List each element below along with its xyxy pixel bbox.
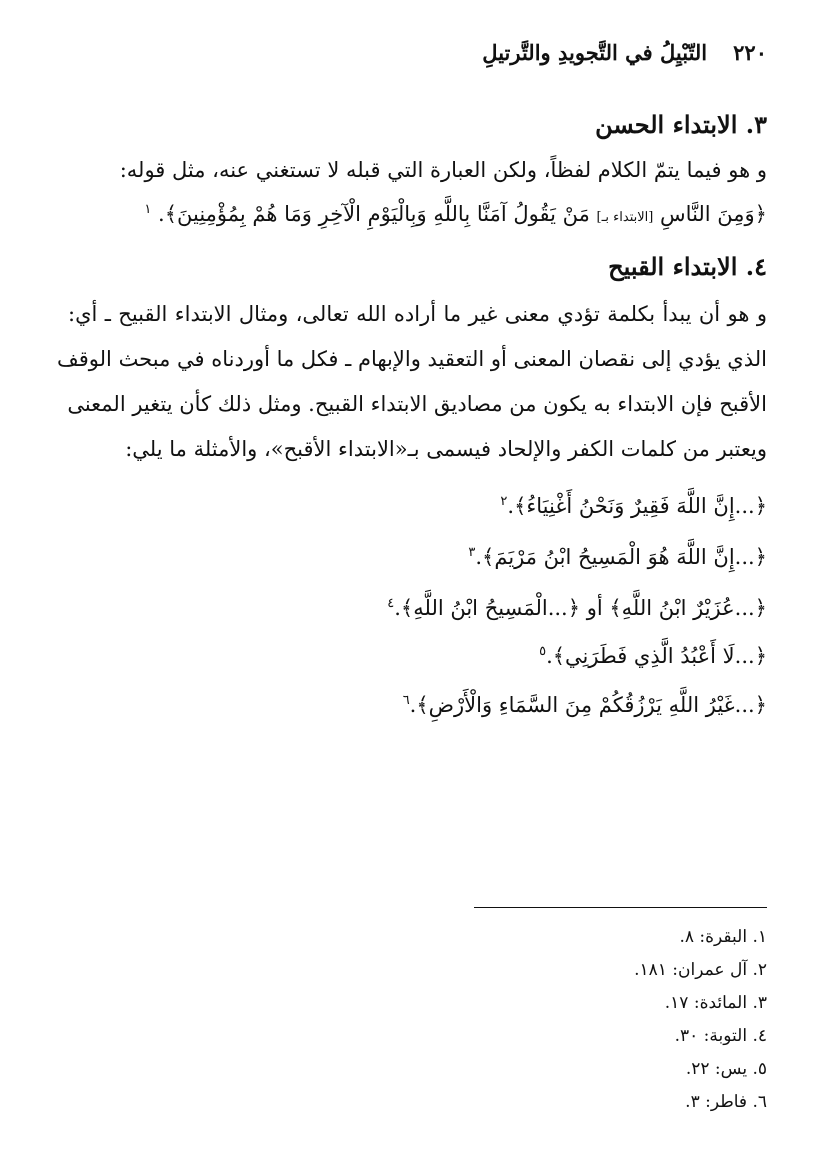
section-3-verse [144,202,767,226]
example-verse-text: ﴿...عُزَيْرٌ ابْنُ اللَّهِ﴾ أو ﴿...الْمَسِيحُ ابْنُ اللَّهِ﴾. [394,596,767,620]
example-verse [468,545,767,569]
footnote: ٥. يس: ٢٢. [685,1059,767,1079]
footnote-ref: ١ [144,202,152,217]
running-header [482,40,767,65]
footnote-ref: ٦ [402,693,410,708]
section-3-text: و هو فيما يتمّ الكلام لفظاً، ولكن العبارة التي قبله لا تستغني عنه، مثل قوله: [119,158,767,182]
example-verse-text: ﴿...لَا أَعْبُدُ الَّذِي فَطَرَنِي﴾. [546,644,767,668]
footnote: ٢. آل عمران: ١٨١. [634,960,767,980]
verse-inline-note: [الابتداء بـ] [596,210,654,225]
section-4-line: ويعتبر من كلمات الكفر والإلحاد فيسمى بـ«الابتداء الأقبح»، والأمثلة ما يلي: [125,437,767,461]
section-3-heading: ٣. الابتداء الحسن [595,110,767,139]
page-number: ٢٢٠ [733,40,767,65]
section-4-line: الذي يؤدي إلى نقصان المعنى أو التعقيد والإبهام ـ فكل ما أوردناه في مبحث الوقف [57,347,767,371]
verse-part-1: ﴿وَمِنَ النَّاسِ [660,202,767,226]
footnote-divider [474,907,767,908]
section-4-line: و هو أن يبدأ بكلمة تؤدي معنى غير ما أراده الله تعالى، ومثال الابتداء القبيح ـ أي: [68,302,767,326]
example-verse [500,494,767,518]
footnote-ref: ٢ [500,494,508,509]
example-verse [387,596,767,620]
running-title: التّبْيِلُ في التَّجويدِ والتَّرتيلِ [482,40,708,65]
example-verse-text: ﴿...غَيْرُ اللَّهِ يَرْزُقُكُمْ مِنَ السَّمَاءِ وَالْأَرْضِ﴾. [409,693,767,717]
footnote-ref: ٤ [387,596,395,611]
footnote: ٣. المائدة: ١٧. [664,993,767,1013]
section-4-heading: ٤. الابتداء القبيح [608,252,767,281]
example-verse [403,693,767,717]
footnote: ٤. التوبة: ٣٠. [674,1026,767,1046]
footnote: ١. البقرة: ٨. [679,927,767,947]
example-verse [539,644,767,668]
footnote-ref: ٥ [539,644,547,659]
footnote: ٦. فاطر: ٣. [685,1092,767,1112]
example-verse-text: ﴿...إِنَّ اللَّهَ فَقِيرٌ وَنَحْنُ أَغْنِيَاءُ﴾. [507,494,767,518]
verse-part-2: مَنْ يَقُولُ آمَنَّا بِاللَّهِ وَبِالْيَوْمِ الْآخِرِ وَمَا هُمْ بِمُؤْمِنِينَ﴾. [158,202,590,226]
example-verse-text: ﴿...إِنَّ اللَّهَ هُوَ الْمَسِيحُ ابْنُ مَرْيَمَ﴾. [475,545,767,569]
footnote-ref: ٣ [468,545,476,560]
section-4-line: الأقبح فإن الابتداء به يكون من مصاديق الابتداء القبيح. ومثل ذلك كأن يتغير المعنى [67,392,767,416]
